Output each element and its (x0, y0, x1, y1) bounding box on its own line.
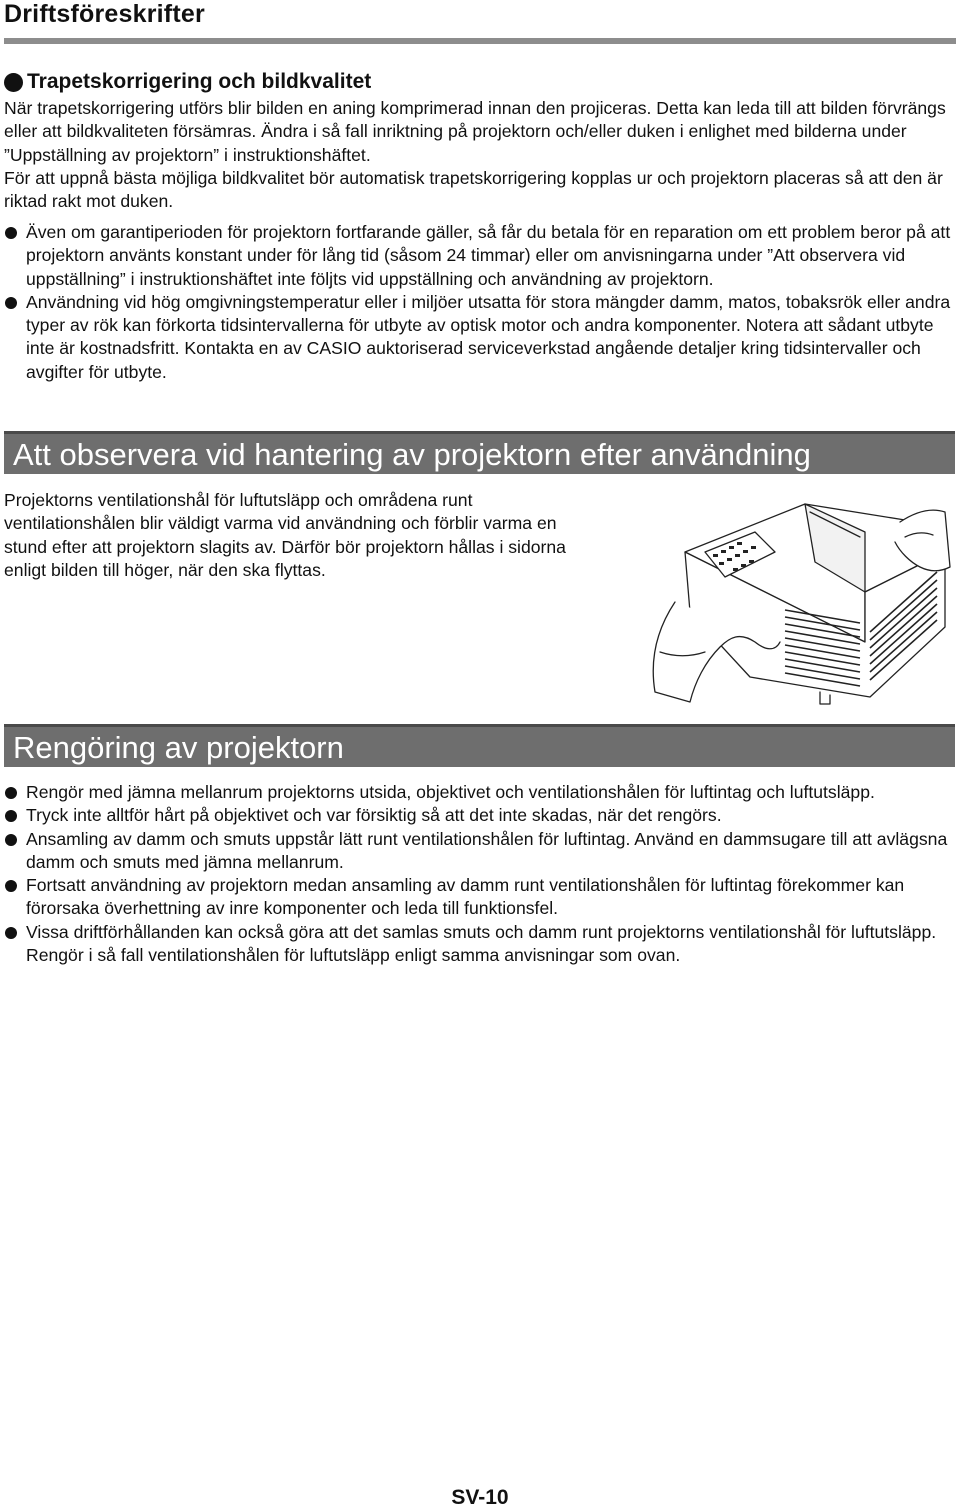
list-item: Vissa driftförhållanden kan också göra att det samlas smuts och damm runt projektorns ventilationshål för luftutsläpp. Rengör i så fall ventilationshålen för luftutsläpp enligt samma anvisningar som ovan. (4, 921, 954, 968)
bullet-icon (5, 834, 17, 846)
list-item: Även om garantiperioden för projektorn fortfarande gäller, så får du betala för en reparation om ett problem beror på att projektorn använts konstant under för lång tid (såsom 24 timmar) eller om anvisningarna under ”Att observera vid uppställning” i instruktionshäftet inte följts vid uppställning och användning av projektorn. (4, 221, 954, 291)
section-heading-keystone (4, 70, 371, 94)
paragraph-handling: Projektorns ventilationshål för luftutsläpp och områdena runt ventilationshålen blir väldigt varma vid användning och förblir varma en stund efter att projektorn slagits av. Därför bör projektorn hållas i sidorna enligt bilden till höger, när den ska flyttas. (4, 490, 566, 580)
list-item: Ansamling av damm och smuts uppstår lätt runt ventilationshålen för luftintag. Använd en dammsugare till att avlägsna damm och smuts med jämna mellanrum. (4, 828, 954, 875)
section-banner-handling: Att observera vid hantering av projektorn efter användning (4, 431, 955, 474)
projector-carrying-illustration (615, 492, 955, 710)
bullet-icon (5, 880, 17, 892)
bullet-icon (5, 227, 17, 239)
section-heading-text: Trapetskorrigering och bildkvalitet (27, 70, 372, 93)
bullet-icon (5, 810, 17, 822)
bullet-list-warranty (4, 221, 954, 384)
list-item: Fortsatt användning av projektorn medan ansamling av damm runt ventilationshålen för luftintag förekommer kan förorsaka överhettning av inre komponenter och leda till funktionsfel. (4, 874, 954, 921)
bullet-list-cleaning (4, 781, 954, 967)
list-item: Användning vid hög omgivningstemperatur eller i miljöer utsatta för stora mängder damm, matos, tobaksrök eller andra typer av rök kan förkorta tidsintervallerna för utbyte av optisk motor och andra komponenter. Notera att sådant utbyte inte är kostnadsfritt. Kontakta en av CASIO auktoriserad serviceverkstad angående detaljer kring tidsintervaller och avgifter för utbyte. (4, 291, 954, 384)
bullet-icon (4, 73, 23, 92)
title-rule (4, 38, 956, 44)
list-item: Rengör med jämna mellanrum projektorns utsida, objektivet och ventilationshålen för luftintag och luftutsläpp. (4, 781, 954, 804)
bullet-icon (5, 787, 17, 799)
page-number: SV-10 (451, 1486, 509, 1509)
bullet-icon (5, 297, 17, 309)
paragraph-keystone-1: När trapetskorrigering utförs blir bilden en aning komprimerad innan den projiceras. Detta kan leda till att bilden förvrängs eller att bildkvaliteten försämras. Ändra i så fall inriktning på projektorn och/eller duken i enlighet med bilderna under ”Uppställning av projektorn” i instruktionshäftet. (4, 98, 946, 165)
section-banner-cleaning: Rengöring av projektorn (4, 724, 955, 767)
bullet-icon (5, 927, 17, 939)
list-item: Tryck inte alltför hårt på objektivet och var försiktig så att det inte skadas, när det rengörs. (4, 804, 954, 827)
page-title: Driftsföreskrifter (4, 0, 205, 28)
paragraph-keystone-2: För att uppnå bästa möjliga bildkvalitet bör automatisk trapetskorrigering kopplas ur och projektorn placeras så att den är riktad rakt mot duken. (4, 168, 943, 212)
